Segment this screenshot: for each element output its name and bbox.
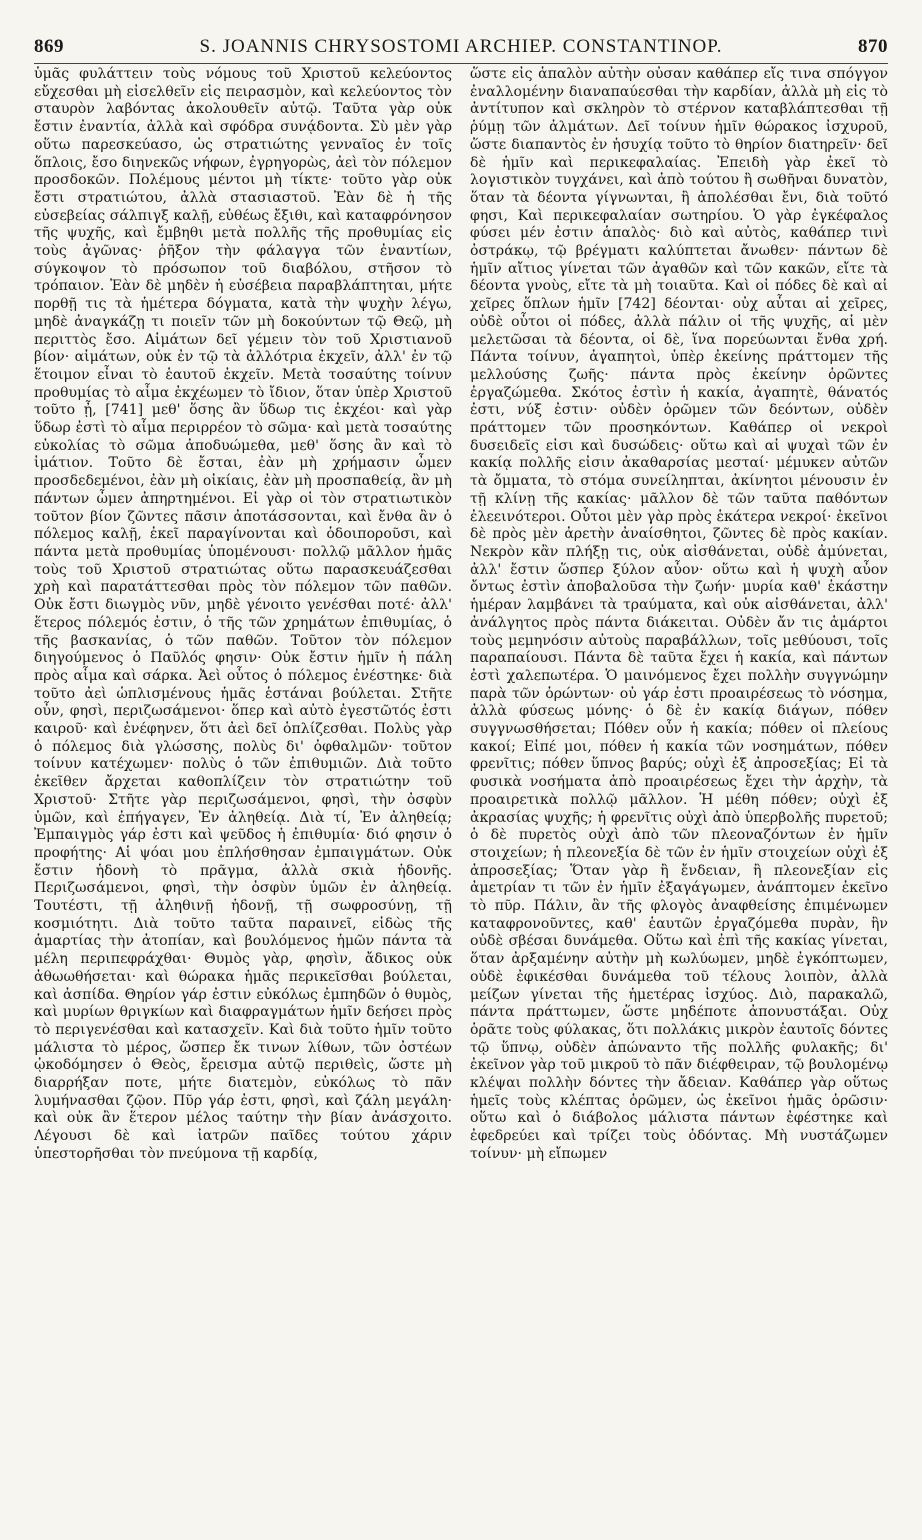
header-rule	[34, 63, 888, 64]
right-column	[470, 66, 888, 1528]
right-column-text: ὥστε εἰς ἁπαλὸν αὐτὴν οὖσαν καθάπερ εἴς τινα σπόγγον ἐναλλομένην διαναπαύεσθαι τὴν καρδίαν, ἀλλὰ μὴ εἰς τὸ ἀντίτυπον καὶ σκληρὸν τὸ στέρνον καταβλάπτεσθαι τῇ ῥύμῃ τῶν ἁλμάτων. Δεῖ τοίνυν ἡμῖν θώρακος ἰσχυροῦ, ὥστε διαπαντὸς ἐν ἡσυχίᾳ τοῦτο τὸ θηρίον διατηρεῖν· δεῖ δὲ ἡμῖν καὶ περικεφαλαίας. Ἐπειδὴ γὰρ ἐκεῖ τὸ λογιστικὸν τυγχάνει, καὶ ἀπὸ τούτου ἢ σωθῆναι δυνατὸν, ὅταν τὰ δέοντα γίγνωνται, ἢ ἀπολέσθαι ἔνι, διὰ τοῦτό φησι, Καὶ περικεφαλαίαν σωτηρίου. Ὁ γὰρ ἐγκέφαλος φύσει μέν ἐστιν ἁπαλὸς· διὸ καὶ αὐτὸς, καθάπερ τινὶ ὀστράκῳ, τῷ βρέγματι καλύπτεται ἄνωθεν· πάντων δὲ ἡμῖν αἴτιος γίνεται τῶν ἀγαθῶν καὶ τῶν κακῶν, εἴτε τὰ δέοντα γνοὺς, εἴτε τὰ μὴ τοιαῦτα. Καὶ οἱ πόδες δὲ καὶ αἱ χεῖρες ὅπλων ἡμῖν [742] δέονται· οὐχ αὗται αἱ χεῖρες, οὐδὲ οὗτοι οἱ πόδες, ἀλλὰ πάλιν οἱ τῆς ψυχῆς, αἱ μὲν μελετῶσαι τὰ δέοντα, οἱ δὲ, ἵνα πορεύωνται ἔνθα χρή. Πάντα τοίνυν, ἀγαπητοὶ, ὑπὲρ ἐκείνης πράττομεν τῆς μελλούσης ζωῆς· πάντα πρὸς ἐκείνην ὁρῶντες ἐργαζώμεθα. Σκότος ἐστὶν ἡ κακία, ἀγαπητὲ, θάνατός ἐστι, νύξ ἐστιν· οὐδὲν ὁρῶμεν τῶν δεόντων, οὐδὲν πράττομεν τῶν προσηκόντων. Καθάπερ οἱ νεκροὶ δυσειδεῖς εἰσι καὶ δυσώδεις· οὕτω καὶ αἱ ψυχαὶ τῶν ἐν κακίᾳ πολλῆς εἰσιν ἀκαθαρσίας μεσταί· μέμυκεν αὐτῶν τὰ ὄμματα, τὸ στόμα συνείληπται, ἀκίνητοι μένουσιν ἐν τῇ κλίνῃ τῆς κακίας· μᾶλλον δὲ τῶν ταῦτα παθόντων ἐλεεινότεροι. Οὗτοι μὲν γὰρ πρὸς ἑκάτερα νεκροί· ἐκεῖνοι δὲ πρὸς μὲν ἀρετὴν ἀναίσθητοι, ζῶντες δὲ πρὸς κακίαν. Νεκρὸν κἂν πλήξῃ τις, οὐκ αἰσθάνεται, οὐδὲ ἀμύνεται, ἀλλ' ἔστιν ὥσπερ ξύλον αὖον· οὕτω καὶ ἡ ψυχὴ αὖον ὄντως ἐστὶν ἀποβαλοῦσα τὴν ζωήν· μυρία καθ' ἑκάστην ἡμέραν λαμβάνει τὰ τραύματα, καὶ οὐκ αἰσθάνεται, ἀλλ' ἀνάλγητος πρὸς πάντα διάκειται. Οὐδὲν ἄν τις ἁμάρτοι τοὺς μεμηνόσιν αὐτοὺς παραβάλλων, τοῖς μεθύουσι, τοῖς παραπαίουσι. Πάντα δὲ ταῦτα ἔχει ἡ κακία, καὶ πάντων ἐστὶ χαλεπωτέρα. Ὁ μαινόμενος ἔχει πολλὴν συγγνώμην παρὰ τῶν ὁρώντων· οὐ γάρ ἐστι προαιρέσεως τὸ νόσημα, ἀλλὰ φύσεως μόνης· ὁ δὲ ἐν κακίᾳ διάγων, πόθεν συγγνωσθήσεται; Πόθεν οὖν ἡ κακία; πόθεν οἱ πλείους κακοί; Εἰπέ μοι, πόθεν ἡ κακία τῶν νοσημάτων, πόθεν φρενῖτις; πόθεν ὕπνος βαρύς; οὐχὶ ἐξ ἀπροσεξίας; Εἰ τὰ φυσικὰ νοσήματα ἀπὸ προαιρέσεως ἔχει τὴν ἀρχὴν, τὰ προαιρετικὰ πολλῷ μᾶλλον. Ἡ μέθη πόθεν; οὐχὶ ἐξ ἀκρασίας ψυχῆς; ἡ φρενῖτις οὐχὶ ἀπὸ ὑπερβολῆς πυρετοῦ; ὁ δὲ πυρετὸς οὐχὶ ἀπὸ τῶν πλεοναζόντων ἐν ἡμῖν στοιχείων; ἡ πλεονεξία δὲ τῶν ἐν ἡμῖν στοιχείων οὐχὶ ἐξ ἀπροσεξίας; Ὅταν γὰρ ἢ ἔνδειαν, ἢ πλεονεξίαν εἰς ἀμετρίαν τι τῶν ἐν ἡμῖν ἐξαγάγωμεν, ἀνάπτομεν ἐκεῖνο τὸ πῦρ. Πάλιν, ἂν τῆς φλογὸς ἀναφθείσης ἐπιμένωμεν καταφρονοῦντες, καθ' ἑαυτῶν ἐργαζόμεθα πυρὰν, ἣν οὐδὲ σβέσαι δυνάμεθα. Οὕτω καὶ ἐπὶ τῆς κακίας γίνεται, ὅταν ἀρξαμένην αὐτὴν μὴ κωλύωμεν, μηδὲ ἐγκόπτωμεν, οὐδὲ ἐφικέσθαι δυνάμεθα τοῦ τέλους λοιπὸν, ἀλλὰ μείζων γίνεται τῆς ἡμετέρας ἰσχύος. Διὸ, παρακαλῶ, πάντα πράττωμεν, ὥστε μηδέποτε ἀπονυστάξαι. Οὐχ ὁρᾶτε τοὺς φύλακας, ὅτι πολλάκις μικρὸν ἑαυτοῖς δόντες τῷ ὕπνῳ, οὐδὲν ἀπώναντο τῆς πολλῆς φυλακῆς; δι' ἐκεῖνον γὰρ τοῦ μικροῦ τὸ πᾶν διέφθειραν, τῷ βουλομένῳ κλέψαι πολλὴν δόντες τὴν ἄδειαν. Καθάπερ γὰρ οὕτως ἡμεῖς τοὺς κλέπτας ὁρῶμεν, ὡς ἐκεῖνοι ἡμᾶς ὁρῶσιν· οὕτω καὶ ὁ διάβολος μάλιστα πάντων ἐφέστηκε καὶ ἐφεδρεύει καὶ τρίζει τοὺς ὀδόντας. Μὴ νυστάζωμεν τοίνυν· μὴ εἴπωμεν	[470, 66, 888, 1162]
text-columns	[34, 66, 888, 1528]
left-column	[34, 66, 452, 1528]
running-title: S. JOANNIS CHRYSOSTOMI ARCHIEP. CONSTANTINOP.	[199, 36, 723, 57]
left-column-text: ὑμᾶς φυλάττειν τοὺς νόμους τοῦ Χριστοῦ κελεύοντος εὔχεσθαι μὴ εἰσελθεῖν εἰς πειρασμὸν, καὶ κελεύοντος τὸν σταυρὸν λαβόντας ἀκολουθεῖν αὐτῷ. Ταῦτα γὰρ οὐκ ἔστιν ἐναντία, ἀλλὰ καὶ σφόδρα συνᾴδοντα. Σὺ μὲν γὰρ οὕτω παρεσκεύασο, ὡς στρατιώτης γενναῖος ἐν τοῖς ὅπλοις, ἔσο διηνεκῶς νήφων, ἐγρηγορὼς, ἀεὶ τὸν πόλεμον προσδοκῶν. Πολέμους μέντοι μὴ τίκτε· τοῦτο γὰρ οὐκ ἔστι στρατιώτου, ἀλλὰ στασιαστοῦ. Ἐὰν δὲ ἡ τῆς εὐσεβείας σάλπιγξ καλῇ, εὐθέως ἔξιθι, καὶ καταφρόνησον τῆς ψυχῆς, καὶ ἔμβηθι μετὰ πολλῆς τῆς προθυμίας εἰς τοὺς ἀγῶνας· ῥῆξον τὴν φάλαγγα τῶν ἐναντίων, σύγκοψον τὸ πρόσωπον τοῦ διαβόλου, στῆσον τὸ τρόπαιον. Ἐὰν δὲ μηδὲν ἡ εὐσέβεια παραβλάπτηται, μήτε πορθῇ τις τὰ ἡμέτερα δόγματα, κατὰ τὴν ψυχὴν λέγω, μηδὲ ἀναγκάζῃ τι ποιεῖν τῶν μὴ δοκούντων τῷ Θεῷ, μὴ περιττὸς ἔσο. Αἱμάτων δεῖ γέμειν τὸν τοῦ Χριστιανοῦ βίον· αἱμάτων, οὐκ ἐν τῷ τὰ ἀλλότρια ἐκχεῖν, ἀλλ' ἐν τῷ ἕτοιμον εἶναι τὸ ἑαυτοῦ ἐκχεῖν. Μετὰ τοσαύτης τοίνυν προθυμίας τὸ αἷμα ἐκχέωμεν τὸ ἴδιον, ὅταν ὑπὲρ Χριστοῦ τοῦτο ᾖ, [741] μεθ' ὅσης ἂν ὕδωρ τις ἐκχέοι· καὶ γὰρ ὕδωρ ἐστὶ τὸ αἷμα περιρρέον τὸ σῶμα· καὶ μετὰ τοσαύτης εὐκολίας τὸ σῶμα ἀποδυώμεθα, μεθ' ὅσης ἂν καὶ τὸ ἱμάτιον. Τοῦτο δὲ ἔσται, ἐὰν μὴ χρήμασιν ὦμεν προσδεδεμένοι, ἐὰν μὴ οἰκίαις, ἐὰν μὴ προσπαθείᾳ, ἂν μὴ πάντων ὦμεν ἀπηρτημένοι. Εἰ γὰρ οἱ τὸν στρατιωτικὸν τοῦτον βίον ζῶντες πᾶσιν ἀποτάσσονται, καὶ ἔνθα ἂν ὁ πόλεμος καλῇ, ἐκεῖ παραγίνονται καὶ ὁδοιποροῦσι, καὶ πάντα μετὰ προθυμίας ὑπομένουσι· πολλῷ μᾶλλον ἡμᾶς τοὺς τοῦ Χριστοῦ στρατιώτας οὕτω παρασκευάζεσθαι χρὴ καὶ παρατάττεσθαι πρὸς τὸν πόλεμον τῶν παθῶν. Οὐκ ἔστι διωγμὸς νῦν, μηδὲ γένοιτο γενέσθαι ποτέ· ἀλλ' ἕτερος πόλεμός ἐστιν, ὁ τῆς τῶν χρημάτων ἐπιθυμίας, ὁ τῆς βασκανίας, ὁ τῶν παθῶν. Τοῦτον τὸν πόλεμον διηγούμενος ὁ Παῦλός φησιν· Οὐκ ἔστιν ἡμῖν ἡ πάλη πρὸς αἷμα καὶ σάρκα. Ἀεὶ οὗτος ὁ πόλεμος ἐνέστηκε· διὰ τοῦτο ἀεὶ ὡπλισμένους ἡμᾶς ἑστάναι βούλεται. Στῆτε οὖν, φησὶ, περιζωσάμενοι· ὅπερ καὶ αὐτὸ ἐγεστῶτός ἐστι καιροῦ· καὶ ἐνέφηνεν, ὅτι ἀεὶ δεῖ ὁπλίζεσθαι. Πολὺς γὰρ ὁ πόλεμος διὰ γλώσσης, πολὺς δι' ὀφθαλμῶν· τοῦτον τοίνυν κατέχωμεν· πολὺς ὁ τῶν ἐπιθυμιῶν. Διὰ τοῦτο ἐκεῖθεν ἄρχεται καθοπλίζειν τὸν στρατιώτην τοῦ Χριστοῦ· Στῆτε γὰρ περιζωσάμενοι, φησὶ, τὴν ὀσφὺν ὑμῶν, καὶ ἐπήγαγεν, Ἐν ἀληθείᾳ. Διὰ τί, Ἐν ἀληθείᾳ; Ἐμπαιγμὸς γάρ ἐστι καὶ ψεῦδος ἡ ἐπιθυμία· διό φησιν ὁ προφήτης· Αἱ ψόαι μου ἐπλήσθησαν ἐμπαιγμάτων. Οὐκ ἔστιν ἡδονὴ τὸ πρᾶγμα, ἀλλὰ σκιὰ ἡδονῆς. Περιζωσάμενοι, φησὶ, τὴν ὀσφὺν ὑμῶν ἐν ἀληθείᾳ. Τουτέστι, τῇ ἀληθινῇ ἡδονῇ, τῇ σωφροσύνῃ, τῇ κοσμιότητι. Διὰ τοῦτο ταῦτα παραινεῖ, εἰδὼς τῆς ἁμαρτίας τὴν ἀτοπίαν, καὶ βουλόμενος ἡμῶν πάντα τὰ μέλη περιπεφράχθαι· Θυμὸς γὰρ, φησὶν, ἄδικος οὐκ ἀθωωθήσεται· καὶ θώρακα ἡμᾶς περικεῖσθαι βούλεται, καὶ ἀσπίδα. Θηρίον γάρ ἐστιν εὐκόλως ἐμπηδῶν ὁ θυμὸς, καὶ μυρίων θριγκίων καὶ διαφραγμάτων ἡμῖν δεήσει πρὸς τὸ περιγενέσθαι καὶ κατασχεῖν. Καὶ διὰ τοῦτο ἡμῖν τοῦτο μάλιστα τὸ μέρος, ὥσπερ ἔκ τινων λίθων, τῶν ὀστέων ᾠκοδόμησεν ὁ Θεὸς, ἔρεισμα αὐτῷ περιθεὶς, ὥστε μὴ διαρρήξαν ποτε, μήτε διατεμὸν, εὐκόλως τὸ πᾶν λυμήνασθαι ζῷον. Πῦρ γάρ ἐστι, φησὶ, καὶ ζάλη μεγάλη· καὶ οὐκ ἂν ἕτερον μέλος ταύτην τὴν βίαν ἀνάσχοιτο. Λέγουσι δὲ καὶ ἰατρῶν παῖδες τούτου χάριν ὑπεστορῆσθαι τὸν πνεύμονα τῇ καρδίᾳ,	[34, 66, 452, 1162]
running-header	[34, 34, 888, 60]
page-number-right: 870	[858, 36, 888, 57]
page-number-left: 869	[34, 36, 64, 57]
